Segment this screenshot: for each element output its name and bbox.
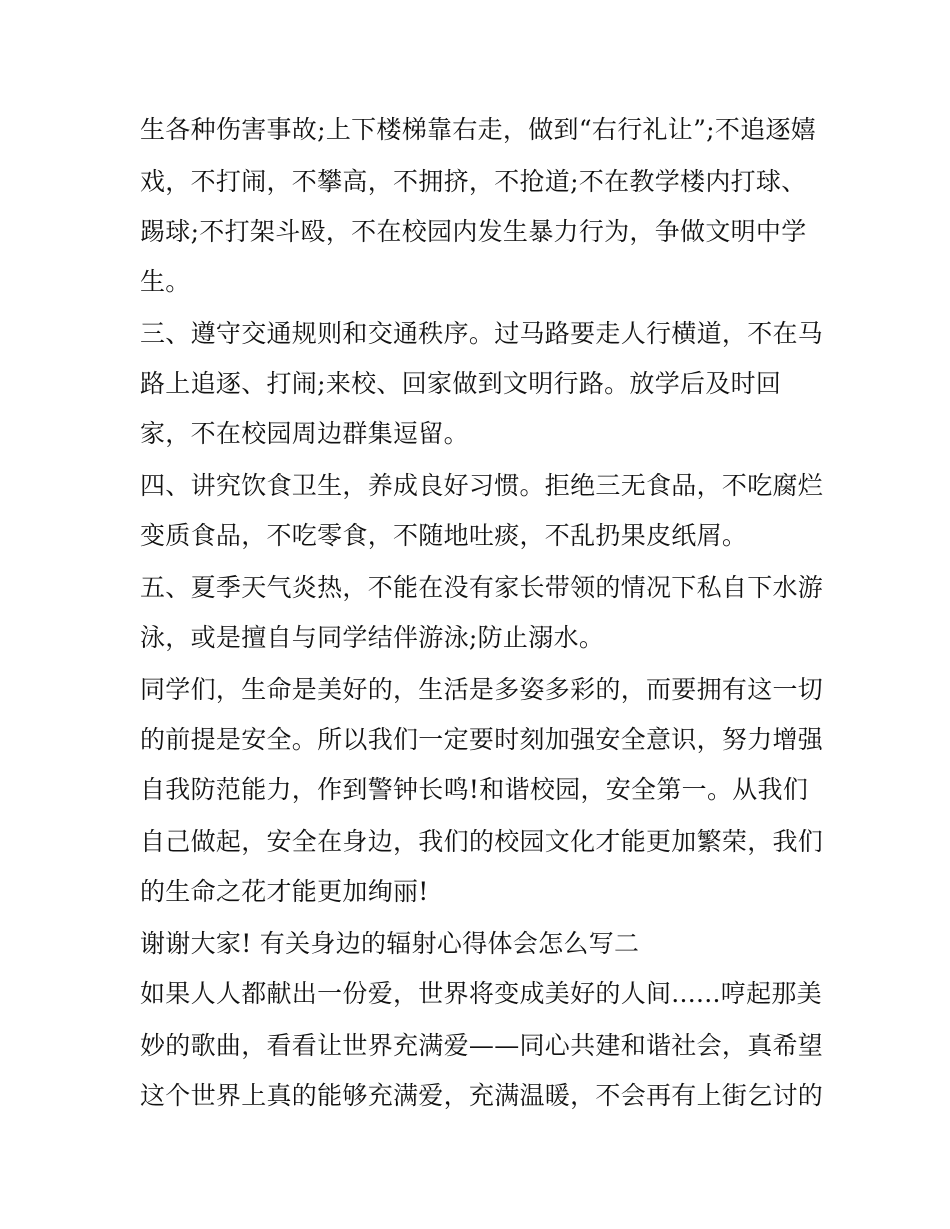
text-line: 妙的歌曲，看看让世界充满爱——同心共建和谐社会，真希望 [140, 1031, 824, 1060]
text-line: 戏，不打闹，不攀高，不拥挤，不抢道;不在教学楼内打球、 [140, 167, 807, 196]
text-line: 踢球;不打架斗殴，不在校园内发生暴力行为，争做文明中学 [140, 217, 807, 246]
text-line: 这个世界上真的能够充满爱，充满温暖，不会再有上街乞讨的 [140, 1081, 824, 1110]
text-line: 路上追逐、打闹;来校、回家做到文明行路。放学后及时回 [140, 369, 782, 398]
text-line: 同学们，生命是美好的，生活是多姿多彩的，而要拥有这一切 [140, 675, 824, 704]
text-line: 三、遵守交通规则和交通秩序。过马路要走人行横道，不在马 [140, 319, 824, 348]
text-line: 生各种伤害事故;上下楼梯靠右走，做到“右行礼让”;不追逐嬉 [140, 115, 817, 144]
text-line: 生。 [140, 267, 191, 296]
text-line: 家，不在校园周边群集逗留。 [140, 419, 469, 448]
text-line: 的前提是安全。所以我们一定要时刻加强安全意识，努力增强 [140, 725, 824, 754]
text-line: 的生命之花才能更加绚丽! [140, 877, 429, 906]
text-line: 如果人人都献出一份爱，世界将变成美好的人间......哼起那美 [140, 979, 822, 1008]
text-line: 泳，或是擅自与同学结伴游泳;防止溺水。 [140, 623, 605, 652]
text-line: 变质食品，不吃零食，不随地吐痰，不乱扔果皮纸屑。 [140, 521, 748, 550]
text-line: 自我防范能力，作到警钟长鸣!和谐校园，安全第一。从我们 [140, 775, 809, 804]
text-line: 自己做起，安全在身边，我们的校园文化才能更加繁荣，我们 [140, 827, 824, 856]
text-line: 四、讲究饮食卫生，养成良好习惯。拒绝三无食品，不吃腐烂 [140, 471, 824, 500]
text-line: 五、夏季天气炎热，不能在没有家长带领的情况下私自下水游 [140, 573, 824, 602]
section-heading: 谢谢大家! 有关身边的辐射心得体会怎么写二 [140, 929, 640, 958]
